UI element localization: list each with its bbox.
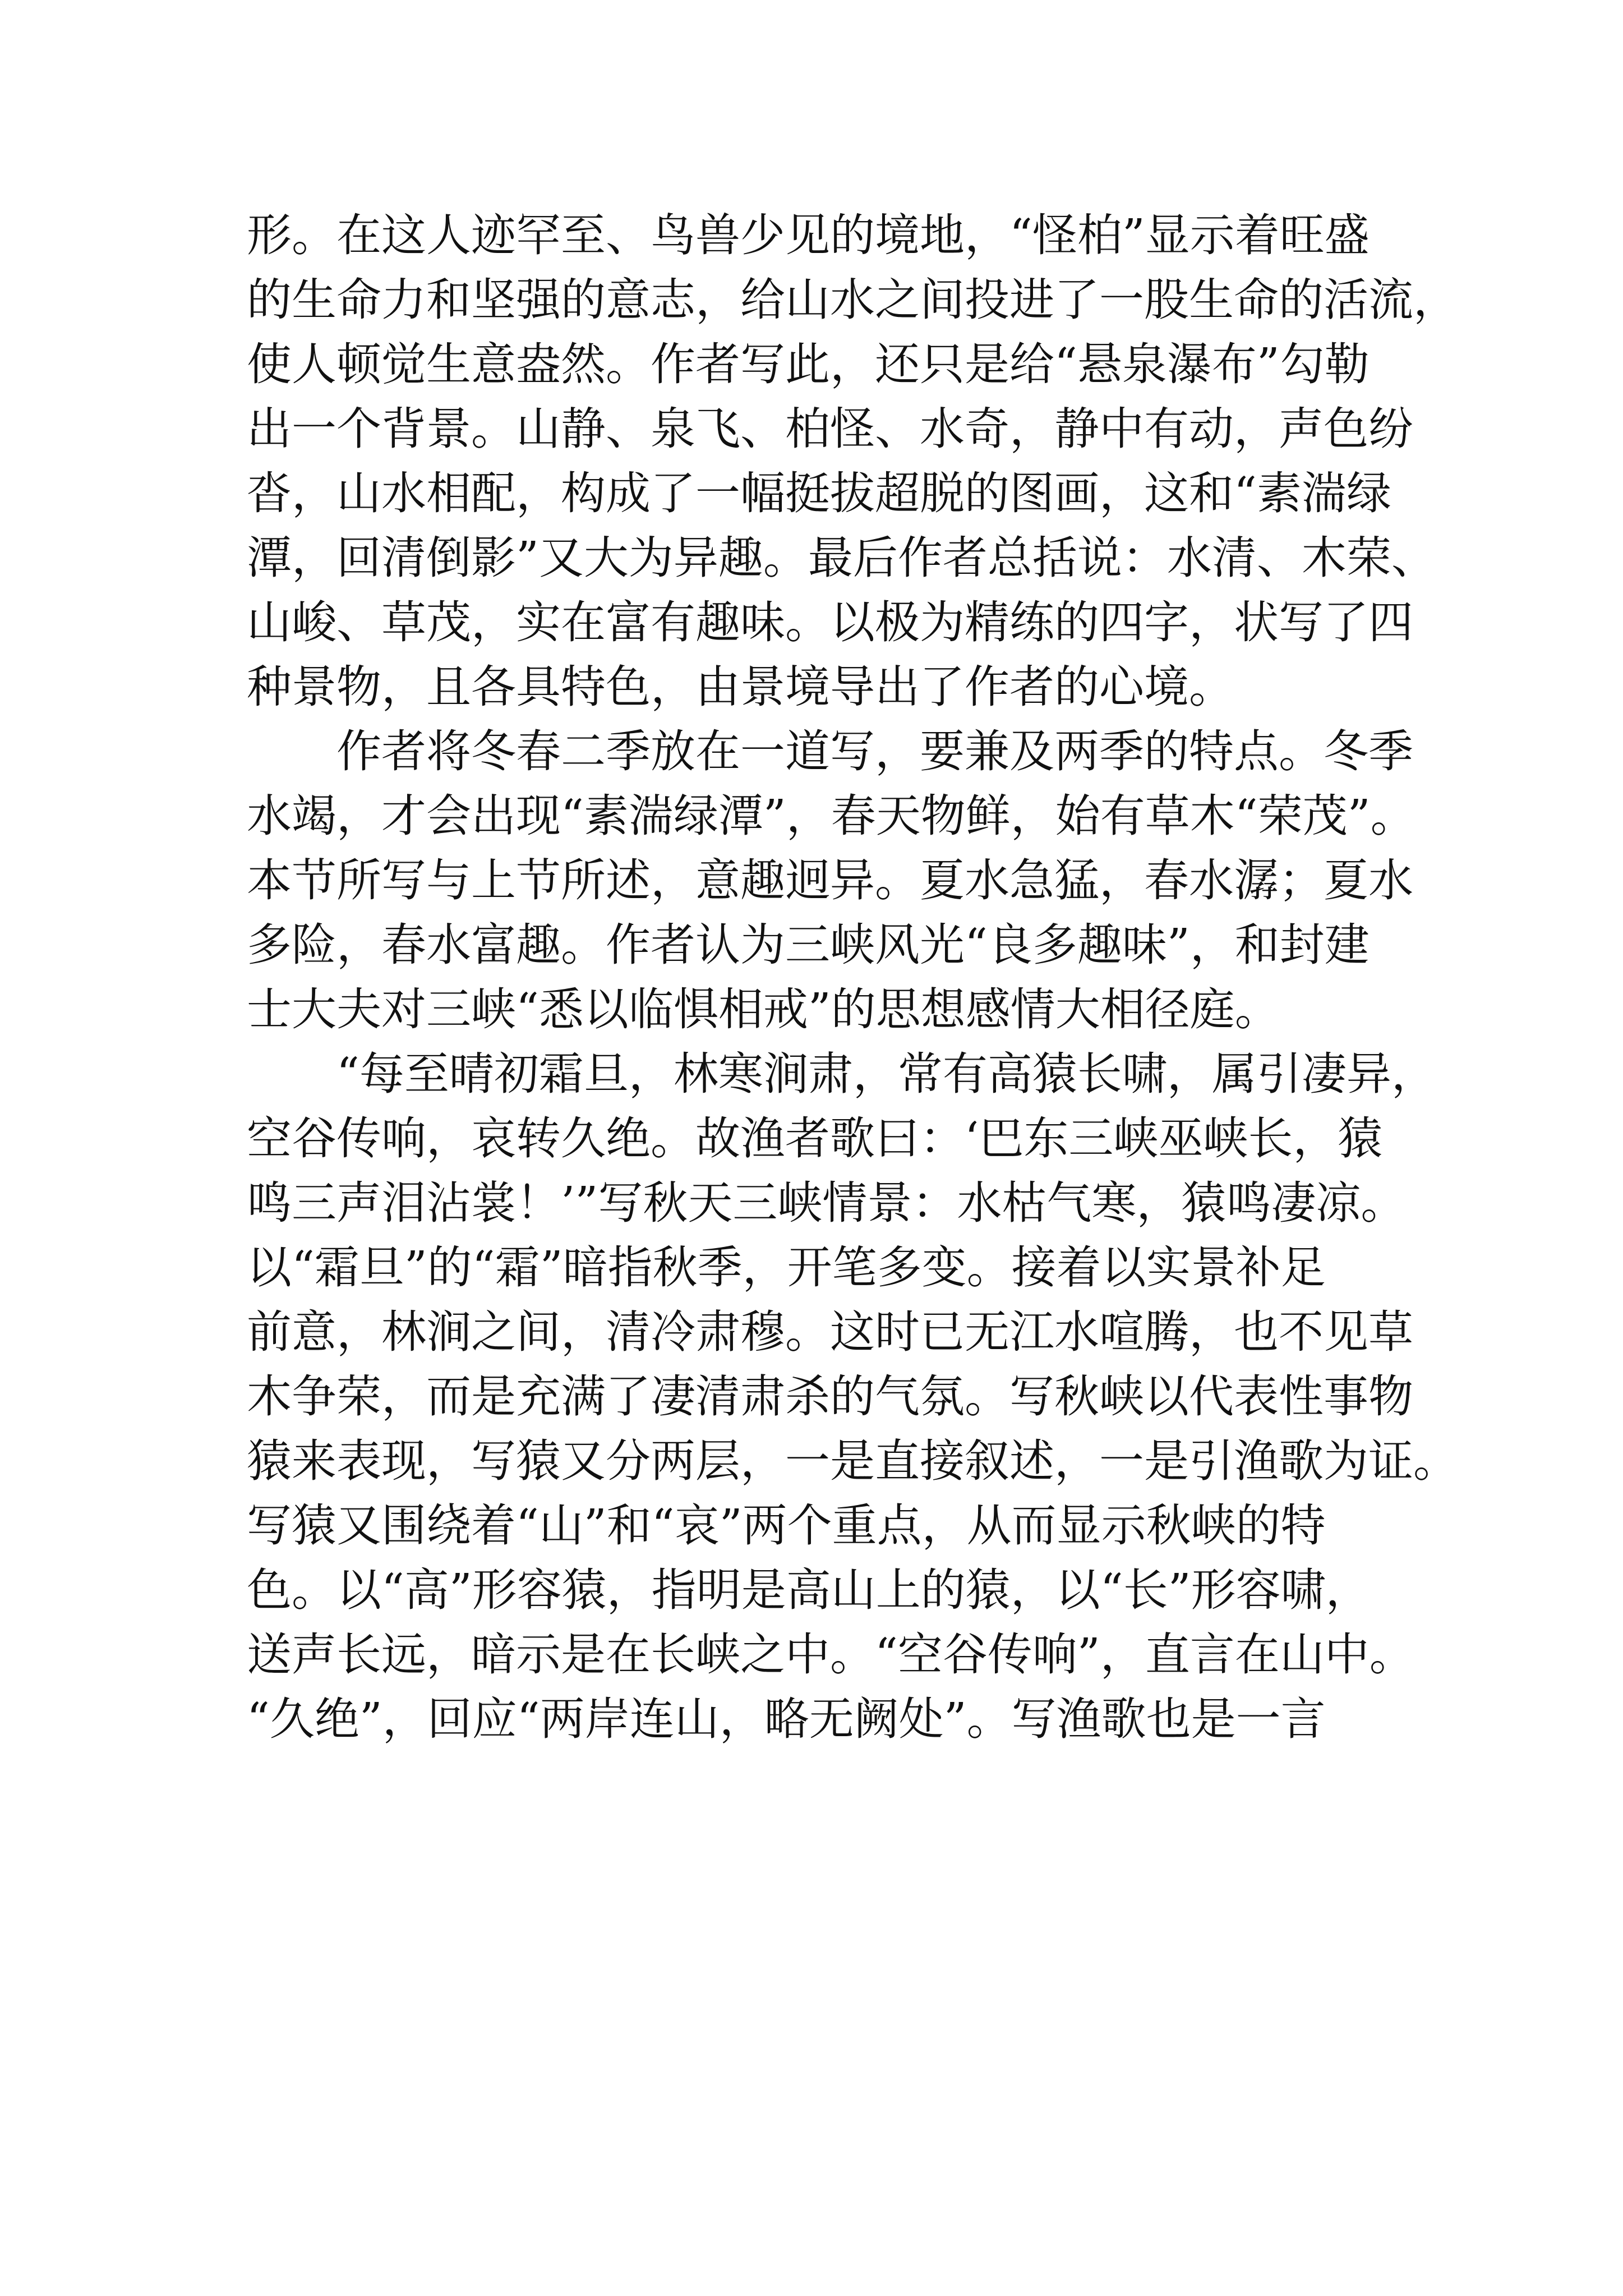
text-line: 色。以“高”形容猿，指明是高山上的猿，以“长”形容啸， (247, 1564, 1371, 1616)
text-line: 种景物，且各具特色，由景境导出了作者的心境。 (247, 661, 1234, 713)
text-line: 的生命力和坚强的意志，给山水之间投进了一股生命的活流， (247, 274, 1458, 326)
text-line: 猿来表现，写猿又分两层，一是直接叙述，一是引渔歌为证。 (247, 1435, 1458, 1487)
text-line: 以“霜旦”的“霜”暗指秋季，开笔多变。接着以实景补足 (247, 1241, 1326, 1294)
text-line: “每至晴初霜旦，林寒涧肃，常有高猿长啸，属引凄异， (247, 1048, 1436, 1100)
text-line: 士大夫对三峡“悉以临惧相戒”的思想感情大相径庭。 (247, 983, 1280, 1036)
text-line: 送声长远，暗示是在长峡之中。“空谷传响”，直言在山中。 (247, 1628, 1414, 1681)
text-line: 水竭，才会出现“素湍绿潭”，春天物鲜，始有草木“荣茂”。 (247, 790, 1415, 842)
text-line: 沓，山水相配，构成了一幅挺拔超脱的图画，这和“素湍绿 (247, 467, 1391, 519)
text-line: 本节所写与上节所述，意趣迥异。夏水急猛，春水潺；夏水 (247, 854, 1413, 907)
text-line: “久绝”，回应“两岸连山，略无阙处”。写渔歌也是一言 (247, 1693, 1326, 1745)
text-line: 空谷传响，哀转久绝。故渔者歌曰：‘巴东三峡巫峡长，猿 (247, 1112, 1383, 1165)
text-line: 山峻、草茂，实在富有趣味。以极为精练的四字，状写了四 (247, 596, 1413, 648)
body-text (247, 203, 1458, 1751)
text-line: 写猿又围绕着“山”和“哀”两个重点，从而显示秋峡的特 (247, 1499, 1326, 1552)
text-line: 木争荣，而是充满了凄清肃杀的气氛。写秋峡以代表性事物 (247, 1370, 1413, 1423)
text-line: 形。在这人迹罕至、鸟兽少见的境地，“怪柏”显示着旺盛 (247, 209, 1370, 261)
text-line: 潭，回清倒影”又大为异趣。最后作者总括说：水清、木荣、 (247, 532, 1436, 584)
text-line: 鸣三声泪沾裳！’”写秋天三峡情景：水枯气寒，猿鸣凄凉。 (247, 1177, 1406, 1229)
text-line: 使人顿觉生意盎然。作者写此，还只是给“悬泉瀑布”勾勒 (247, 338, 1370, 390)
text-line: 出一个背景。山静、泉飞、柏怪、水奇，静中有动，声色纷 (247, 403, 1413, 455)
text-line: 多险，春水富趣。作者认为三峡风光“良多趣味”，和封建 (247, 919, 1370, 971)
text-line: 作者将冬春二季放在一道写，要兼及两季的特点。冬季 (247, 725, 1413, 777)
text-line: 前意，林涧之间，清冷肃穆。这时已无江水喧腾，也不见草 (247, 1306, 1413, 1358)
